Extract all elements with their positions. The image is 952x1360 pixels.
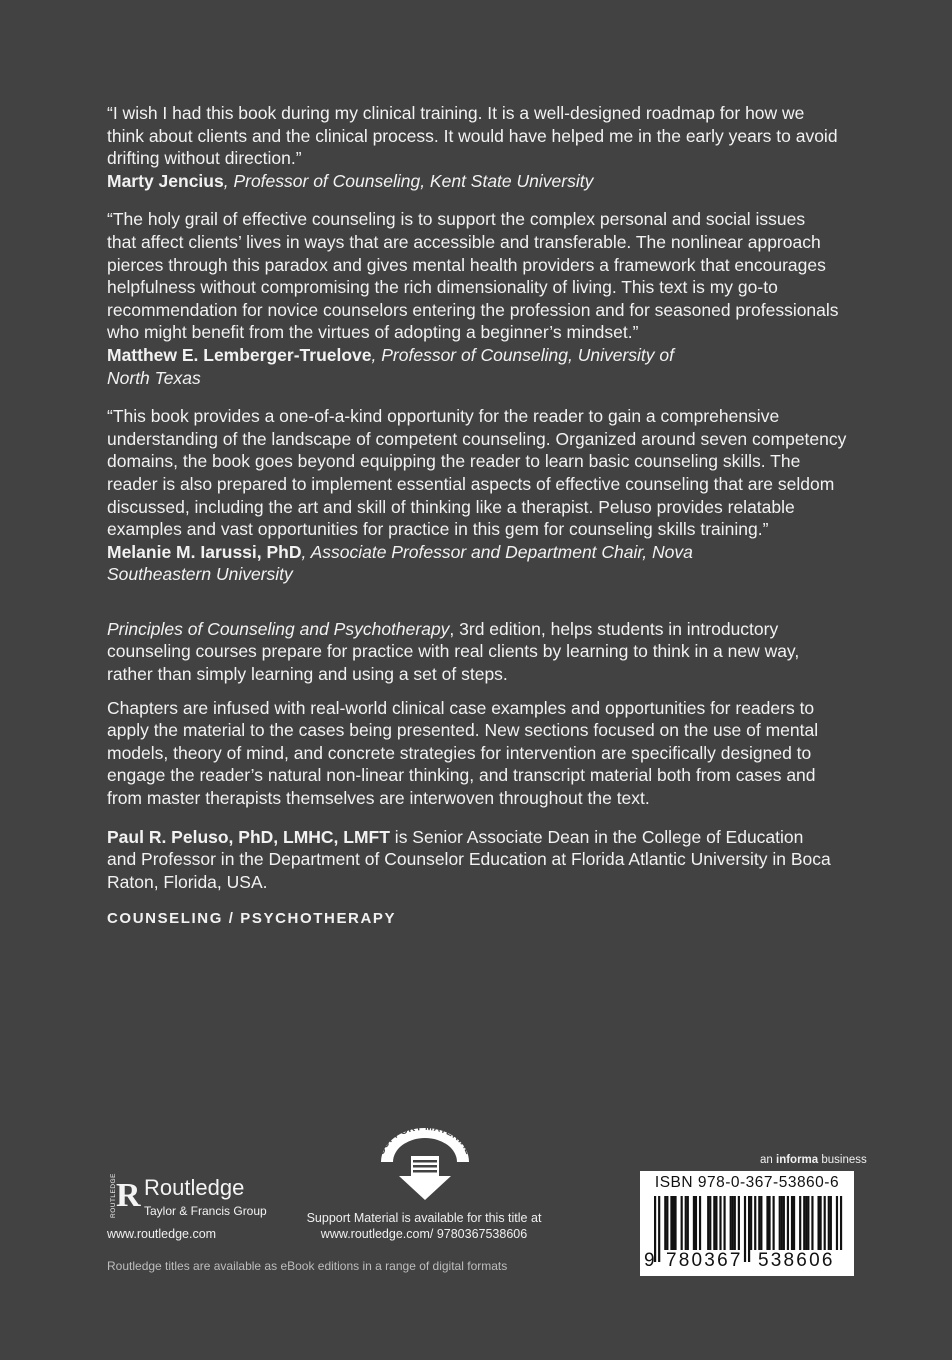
barcode-bar <box>787 1196 789 1250</box>
ean-first-digit: 9 <box>644 1250 655 1271</box>
barcode-bar <box>715 1196 717 1250</box>
support-badge-label: SUPPORT MATERIAL <box>375 1122 475 1157</box>
barcode-bar <box>664 1196 666 1250</box>
endorsement-attribution <box>107 541 847 586</box>
barcode-bar <box>693 1196 695 1250</box>
logo-vertical-text: ROUTLEDGE <box>110 1173 117 1218</box>
publisher-name: Routledge <box>144 1175 245 1200</box>
routledge-logo-icon <box>107 1172 141 1222</box>
isbn-label: ISBN 978-0-367-53860-6 <box>654 1174 840 1191</box>
barcode-bar <box>738 1196 740 1250</box>
isbn-barcode <box>640 1171 854 1276</box>
endorsement-quote: “The holy grail of effective counseling is to support the complex personal and social issues that affect clients’ lives in ways that are accessible and transferable. The nonlinear approach pierces through this paradox and gives mental health providers a framework that encourages helpfulness without compromising the rich dimensionality of living. This text is my go-to recommendation for novice counselors entering the profession and for seasoned professionals who might benefit from the virtues of adopting a beginner’s mindset.” <box>107 209 839 343</box>
barcode-bar <box>681 1196 683 1250</box>
barcode-bar <box>817 1196 819 1250</box>
barcode-bar <box>781 1196 783 1250</box>
barcode-bar <box>674 1196 676 1250</box>
barcode-bar <box>828 1196 830 1250</box>
logo-letter: R <box>116 1177 141 1214</box>
barcode-bar <box>750 1196 752 1250</box>
barcode-bar <box>799 1196 801 1250</box>
ean-left-group: 780367 <box>666 1250 743 1271</box>
barcode-bar <box>760 1196 762 1250</box>
support-material-link[interactable]: www.routledge.com/ 9780367538606 <box>320 1227 528 1241</box>
barcode-bar <box>730 1196 732 1250</box>
barcode-bar <box>713 1196 715 1250</box>
barcode-bar <box>666 1196 668 1250</box>
book-description: Principles of Counseling and Psychotherapy, 3rd edition, helps students in introductory counseling courses prepare for practice with real clients by learning to think in a new way, rather than simply learning and using a set of steps. <box>107 618 800 685</box>
barcode-bar <box>723 1196 725 1250</box>
barcode-bar <box>824 1196 826 1250</box>
ebook-note: Routledge titles are available as eBook editions in a range of digital formats <box>107 1259 508 1273</box>
endorser-role: Southeastern University <box>107 564 293 585</box>
barcode-bar <box>709 1196 711 1250</box>
barcode-bar <box>744 1196 746 1262</box>
barcode-bar <box>685 1196 687 1250</box>
barcode-bar <box>766 1196 768 1250</box>
endorser-role: , Associate Professor and Department Chair, Nova <box>301 541 693 562</box>
endorser-name: Marty Jencius <box>107 170 224 191</box>
barcode-bar <box>807 1196 809 1250</box>
barcode-bar <box>773 1196 775 1250</box>
barcode-bar <box>836 1196 838 1250</box>
barcode-bar <box>670 1196 672 1250</box>
book-title: Principles of Counseling and Psychotherapy <box>107 618 450 639</box>
barcode-bar <box>811 1196 813 1250</box>
barcode-bar <box>820 1196 822 1250</box>
endorsement-quote: “This book provides a one-of-a-kind opportunity for the reader to gain a comprehensive understanding of the landscape of competent counseling. Organized around seven competency domains, the book goes beyond equipping the reader to learn basic counseling skills. The reader is also prepared to implement essential aspects of effective counseling that are seldom discussed, including the art and skill of thinking like a therapist. Peluso provides relatable examples and vast opportunities for practice in this gem for counseling skills training.” <box>107 406 847 540</box>
book-description: Chapters are infused with real-world clinical case examples and opportunities for readers to apply the material to the cases being presented. New sections focused on the use of mental models, theory of mind, and concrete strategies for intervention are specifically designed to engage the reader’s natural non-linear thinking, and transcript material both from cases and from master therapists themselves are interwoven throughout the text. <box>107 697 819 809</box>
subject-category: COUNSELING / PSYCHOTHERAPY <box>107 910 397 928</box>
endorser-role: , Professor of Counseling, University of <box>371 344 675 365</box>
endorsement-attribution <box>107 170 847 193</box>
back-cover-text <box>107 102 847 927</box>
barcode-bar <box>830 1196 832 1250</box>
endorsement-quote: “I wish I had this book during my clinical training. It is a well-designed roadmap for how we think about clients and the clinical process. It would have helped me in the early years to avoid drifting without direction.” <box>107 103 838 169</box>
barcode-bar <box>768 1196 770 1250</box>
barcode-bar <box>658 1196 660 1262</box>
ean-right-group: 538606 <box>758 1250 835 1271</box>
publisher-group: Taylor & Francis Group <box>144 1204 267 1218</box>
barcode-bar <box>695 1196 697 1250</box>
barcode-bar <box>732 1196 734 1250</box>
barcode-bar <box>783 1196 785 1250</box>
author-name: Paul R. Peluso, PhD, LMHC, LMFT <box>107 826 390 847</box>
barcode-bar <box>748 1196 750 1262</box>
barcode-bar <box>707 1196 709 1250</box>
endorser-role: , Professor of Counseling, Kent State University <box>223 170 594 191</box>
publisher-website[interactable]: www.routledge.com <box>107 1227 217 1241</box>
barcode-bar <box>719 1196 721 1250</box>
barcode-bar <box>758 1196 760 1250</box>
endorsement-attribution <box>107 344 847 389</box>
barcode-bar <box>803 1196 805 1250</box>
endorser-name: Melanie M. Iarussi, PhD <box>107 541 302 562</box>
barcode-bar <box>840 1196 842 1250</box>
endorser-role: North Texas <box>107 367 201 388</box>
barcode-bar <box>672 1196 674 1250</box>
barcode-bar <box>699 1196 701 1250</box>
barcode-bar <box>734 1196 736 1250</box>
barcode-bar <box>791 1196 793 1250</box>
barcode-bar <box>805 1196 807 1250</box>
informa-tagline: an informa business <box>760 1154 867 1166</box>
author-bio: Paul R. Peluso, PhD, LMHC, LMFT is Senior Associate Dean in the College of Education and Professor in the Department of Counselor Education at Florida Atlantic University in Boca Raton, Florida, USA. <box>107 826 831 892</box>
support-material-badge-icon <box>375 1122 475 1202</box>
barcode-bar <box>793 1196 795 1250</box>
endorser-name: Matthew E. Lemberger-Truelove <box>107 344 372 365</box>
barcode-bar <box>687 1196 689 1250</box>
barcode-bar <box>779 1196 781 1250</box>
support-material-note: Support Material is available for this title at www.routledge.com/ 9780367538606 <box>306 1211 542 1241</box>
barcode-bar <box>754 1196 756 1250</box>
